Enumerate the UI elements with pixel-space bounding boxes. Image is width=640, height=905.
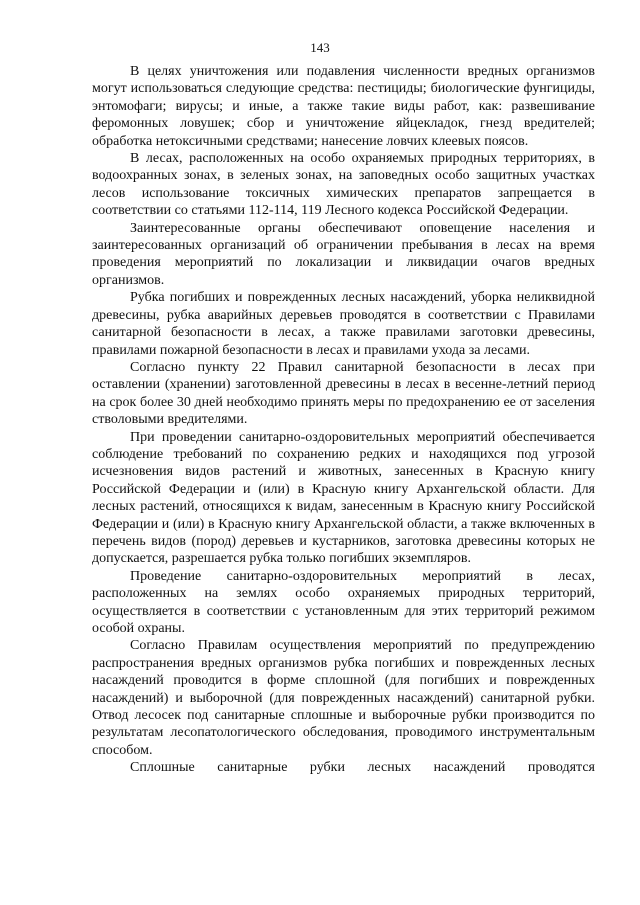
paragraph-special-protection-regime: Проведение санитарно-оздоровительных мероприятий в лесах, расположенных на землях особо охраняемых природных территорий, осуществляется в соответствии с установленным для этих территорий режимом особой охраны. <box>92 568 595 636</box>
paragraph-protected-territories: В лесах, расположенных на особо охраняемых природных территориях, в водоохранных зонах, в зеленых зонах, на заповедных особо защитных участках лесов использование токсичных химических препаратов запрещается в соответствии со статьями 112-114, 119 Лесного кодекса Российской Федерации. <box>92 151 595 219</box>
paragraph-population-notification: Заинтересованные органы обеспечивают оповещение населения и заинтересованных организаций об ограничении пребывания в лесах на время проведения мероприятий по локализации и ликвидации очагов вредных организмов. <box>92 220 595 288</box>
document-body <box>92 63 595 777</box>
page-number: 143 <box>310 40 330 55</box>
paragraph-sanitary-felling-forms: Согласно Правилам осуществления мероприятий по предупреждению распространения вредных организмов рубка погибших и поврежденных лесных насаждений проводится в форме сплошной (для погибших и поврежденных насаждений) и выборочной (для поврежденных насаждений) санитарной рубки. Отвод лесосек под санитарные сплошные и выборочные рубки производится по результатам лесопатологического обследования, проводимого инструментальным способом. <box>92 638 595 758</box>
paragraph-clear-sanitary-felling: Сплошные санитарные рубки лесных насаждений проводятся <box>130 760 595 776</box>
paragraph-pest-control-means: В целях уничтожения или подавления численности вредных организмов могут использоваться следующие средства: пестициды; биологические фунгициды, энтомофаги; вирусы; и иные, а также такие виды работ, как: развешивание феромонных ловушек; сбор и уничтожение яйцекладок, гнезд вредителей; обработка нетоксичными средствами; нанесение ловчих клеевых поясов. <box>92 64 595 149</box>
paragraph-felling-damaged-stands: Рубка погибших и поврежденных лесных насаждений, уборка неликвидной древесины, рубка аварийных деревьев проводятся в соответствии с Правилами санитарной безопасности в лесах, а также правилами заготовки древесины, правилами пожарной безопасности в лесах и правилами ухода за лесами. <box>92 290 595 358</box>
paragraph-red-book-species: При проведении санитарно-оздоровительных мероприятий обеспечивается соблюдение требований по сохранению редких и находящихся под угрозой исчезновения видов растений и животных, занесенных в Красную книгу Российской Федерации и (или) в Красную книгу Архангельской области. Для лесных растений, относящихся к видам, занесенным в Красную книгу Российской Федерации и (или) в Красную книгу Архангельской области, а также включенных в перечень видов (пород) деревьев и кустарников, заготовка древесины которых не допускается, разрешается рубка только погибших экземпляров. <box>92 429 595 567</box>
paragraph-timber-storage: Согласно пункту 22 Правил санитарной безопасности в лесах при оставлении (хранении) заготовленной древесины в лесах в весенне-летний период на срок более 30 дней необходимо принять меры по предохранению ее от заселения стволовыми вредителями. <box>92 359 595 428</box>
